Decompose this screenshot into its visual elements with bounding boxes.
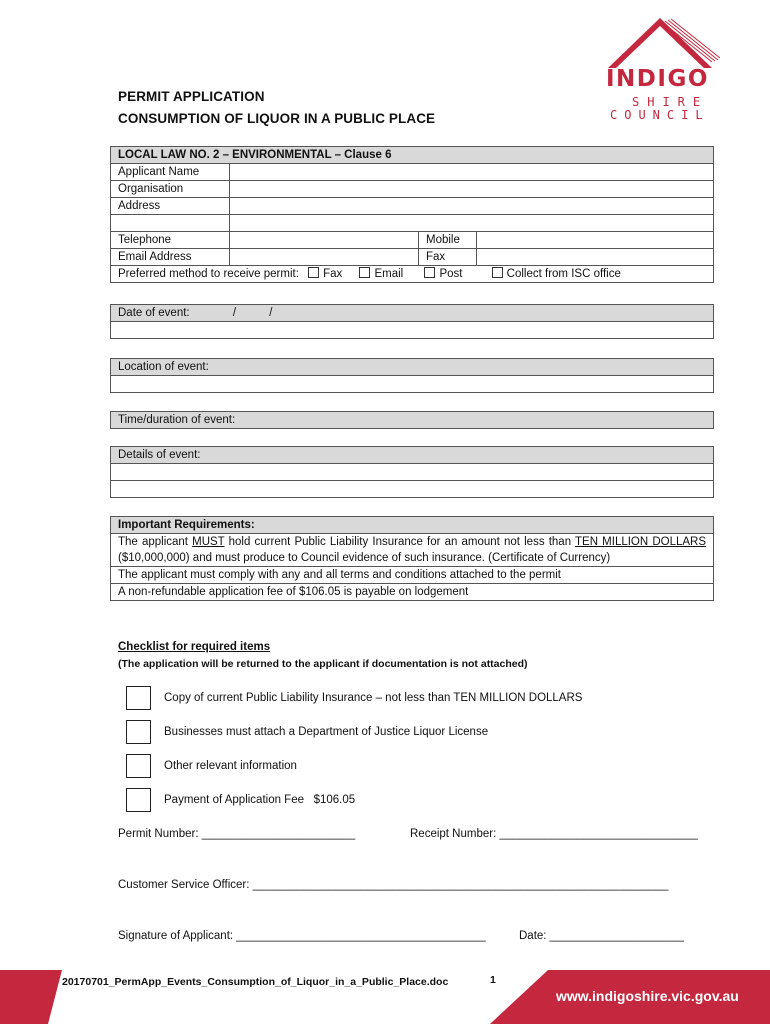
customer-service-officer-field[interactable]: Customer Service Officer: _________________________________________________________________ <box>118 879 669 891</box>
footer-document-name: 20170701_PermApp_Events_Consumption_of_Liquor_in_a_Public_Place.doc <box>62 976 449 988</box>
collect-option-label: Collect from ISC office <box>506 268 621 280</box>
other-info-checklist-label: Other relevant information <box>164 760 297 772</box>
email-address-label: Email Address <box>111 249 230 266</box>
telephone-label: Telephone <box>111 232 230 249</box>
checklist-subheading: (The application will be returned to the applicant if documentation is not attached) <box>118 658 528 670</box>
terms-requirement: The applicant must comply with any and all terms and conditions attached to the permit <box>111 567 714 584</box>
insurance-text-b: hold current Public Liability Insurance for an amount not less than <box>224 536 576 548</box>
logo-word-shire: SHIRE <box>632 95 709 109</box>
time-of-event-table <box>110 411 714 429</box>
details-of-event-label: Details of event: <box>111 447 714 464</box>
location-of-event-label: Location of event: <box>111 359 714 376</box>
other-info-checkbox[interactable] <box>126 754 151 778</box>
date-of-event-table <box>110 304 714 339</box>
organisation-field[interactable] <box>230 181 714 198</box>
date-slash-1: / <box>232 307 237 319</box>
telephone-field[interactable] <box>230 232 419 249</box>
address-label: Address <box>111 198 230 215</box>
address-field[interactable] <box>230 198 714 215</box>
fax-option-label: Fax <box>323 268 343 280</box>
address-field-line2[interactable] <box>230 215 714 232</box>
organisation-label: Organisation <box>111 181 230 198</box>
details-of-event-table <box>110 446 714 498</box>
insurance-checklist-label: Copy of current Public Liability Insurance – not less than TEN MILLION DOLLARS <box>164 692 583 704</box>
date-field[interactable]: Date: _____________________ <box>519 930 684 942</box>
logo-word-indigo: INDIGO <box>606 66 709 92</box>
insurance-text-must: MUST <box>192 536 225 548</box>
address-label-spacer <box>111 215 230 232</box>
preferred-method-row <box>111 266 714 283</box>
fee-requirement: A non-refundable application fee of $106.05 is payable on lodgement <box>111 584 714 601</box>
details-of-event-field-2[interactable] <box>111 481 714 498</box>
insurance-text-c: ($10,000,000) and must produce to Council evidence of such insurance. (Certificate of Currency) <box>118 552 611 564</box>
insurance-text-a: The applicant <box>118 536 193 548</box>
email-address-field[interactable] <box>230 249 419 266</box>
receipt-number-field[interactable]: Receipt Number: _______________________________ <box>410 828 698 840</box>
location-of-event-field[interactable] <box>111 376 714 393</box>
collect-checkbox[interactable] <box>492 267 503 278</box>
insurance-text-ten-million: TEN MILLION DOLLARS <box>575 536 707 548</box>
applicant-details-table <box>110 146 714 283</box>
details-of-event-field-1[interactable] <box>111 464 714 481</box>
form-subtitle: CONSUMPTION OF LIQUOR IN A PUBLIC PLACE <box>118 111 436 126</box>
important-requirements-heading: Important Requirements: <box>111 517 714 534</box>
email-checkbox[interactable] <box>359 267 370 278</box>
permit-number-field[interactable]: Permit Number: ________________________ <box>118 828 356 840</box>
insurance-requirement <box>111 534 714 567</box>
signature-of-applicant-field[interactable]: Signature of Applicant: _______________________________________ <box>118 930 486 942</box>
form-title: PERMIT APPLICATION <box>118 89 265 104</box>
location-of-event-table <box>110 358 714 393</box>
post-checkbox[interactable] <box>424 267 435 278</box>
payment-checkbox[interactable] <box>126 788 151 812</box>
preferred-method-label: Preferred method to receive permit: <box>118 268 299 280</box>
mobile-label: Mobile <box>419 232 477 249</box>
date-of-event-header <box>111 305 714 322</box>
insurance-checkbox[interactable] <box>126 686 151 710</box>
local-law-heading: LOCAL LAW NO. 2 – ENVIRONMENTAL – Clause 6 <box>111 147 714 164</box>
fax-label: Fax <box>419 249 477 266</box>
footer-page-number: 1 <box>490 974 496 986</box>
liquor-license-checklist-label: Businesses must attach a Department of Justice Liquor License <box>164 726 489 738</box>
email-option-label: Email <box>374 268 404 280</box>
mobile-field[interactable] <box>477 232 714 249</box>
payment-checklist-label: Payment of Application Fee $106.05 <box>164 794 356 806</box>
post-option-label: Post <box>439 268 463 280</box>
date-of-event-label: Date of event: <box>118 307 190 319</box>
date-of-event-field[interactable] <box>111 322 714 339</box>
logo-word-council: COUNCIL <box>610 108 710 122</box>
applicant-name-label: Applicant Name <box>111 164 230 181</box>
date-slash-2: / <box>269 307 273 319</box>
fax-checkbox[interactable] <box>308 267 319 278</box>
checklist-heading: Checklist for required items <box>118 641 271 653</box>
liquor-license-checkbox[interactable] <box>126 720 151 744</box>
fax-field[interactable] <box>477 249 714 266</box>
footer-website-link[interactable]: www.indigoshire.vic.gov.au <box>556 988 739 1004</box>
time-of-event-label: Time/duration of event: <box>111 412 714 429</box>
applicant-name-field[interactable] <box>230 164 714 181</box>
important-requirements-table <box>110 516 714 601</box>
